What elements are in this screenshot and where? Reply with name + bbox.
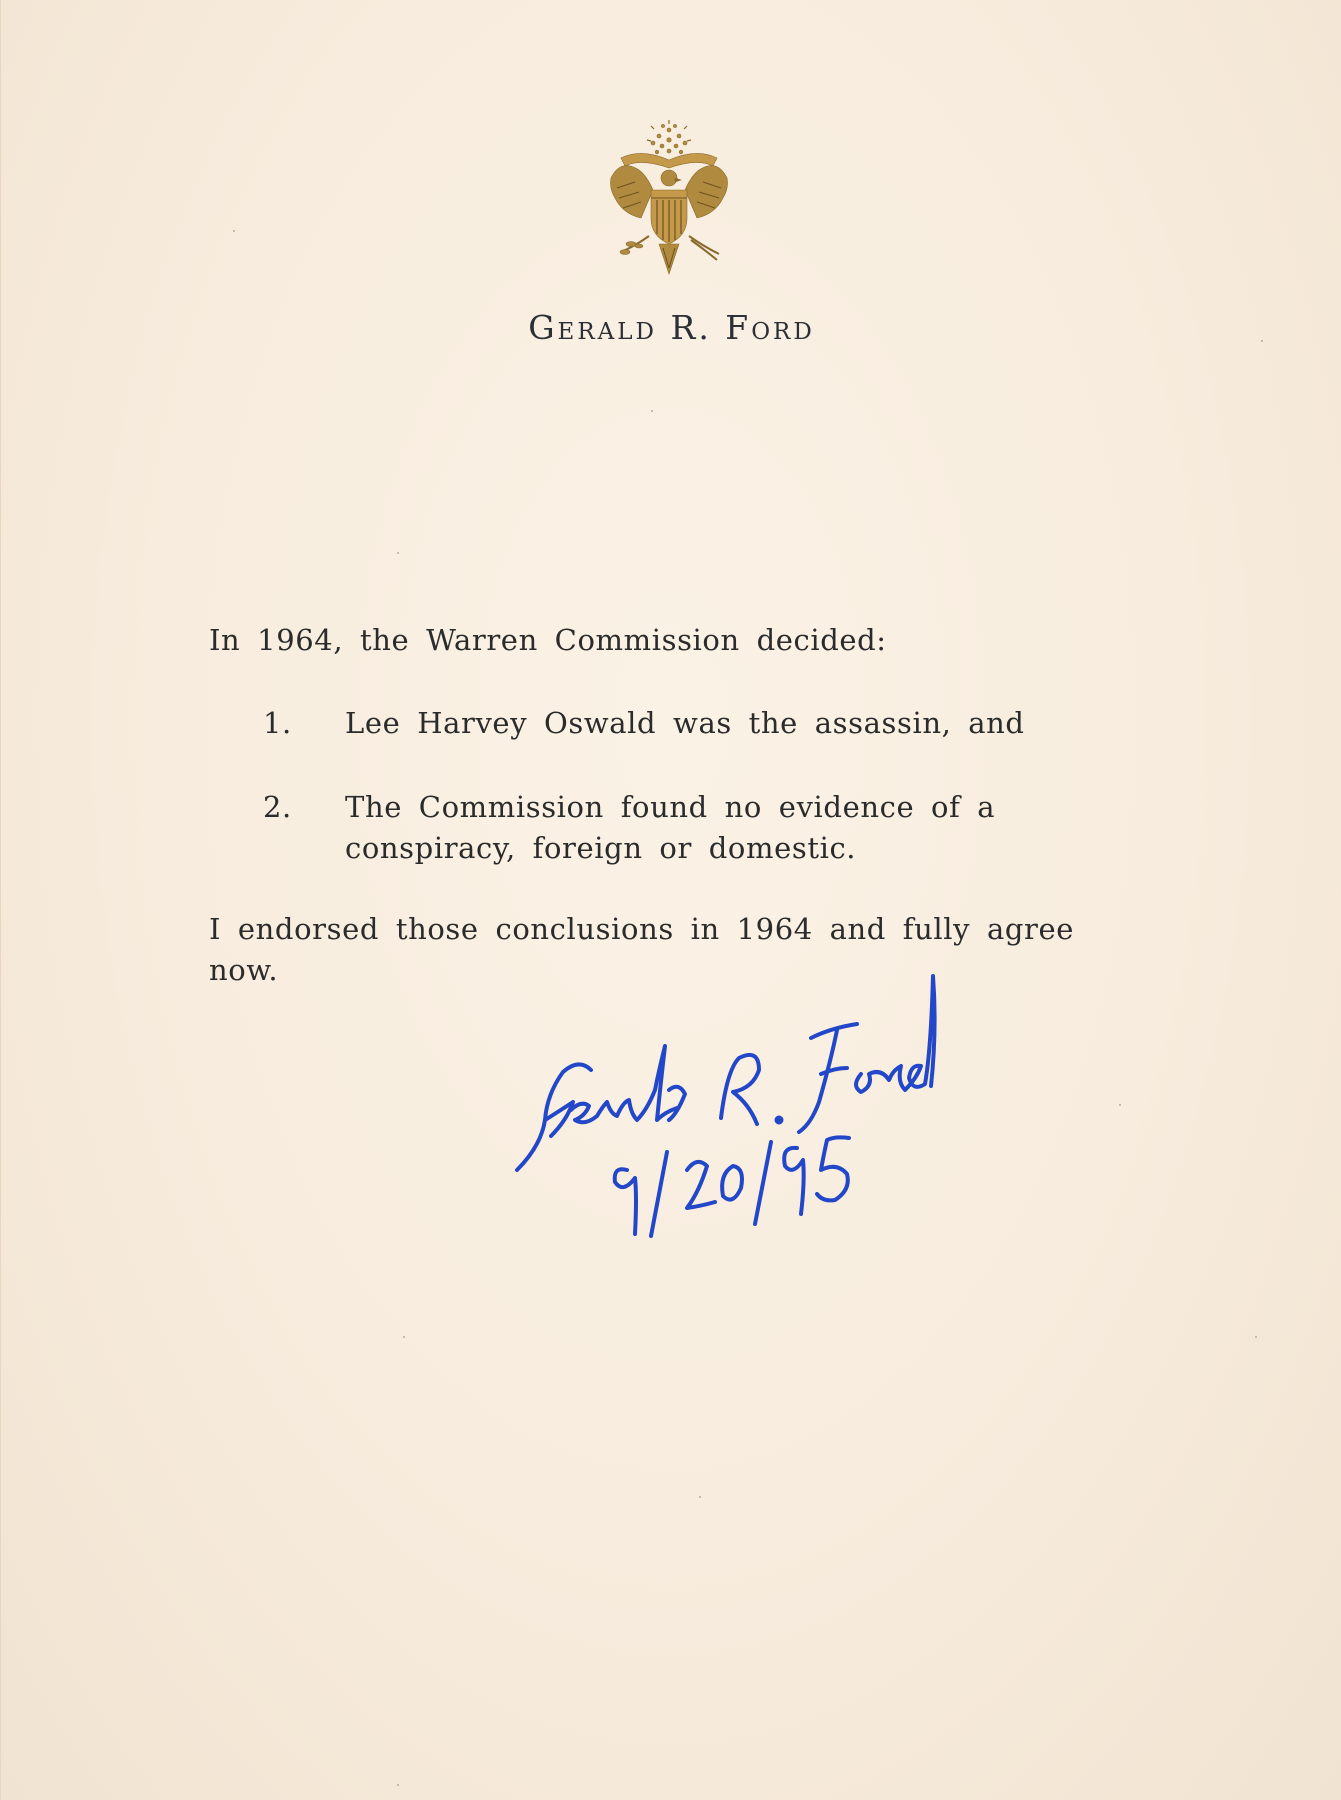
list-item-text: The Commission found no evidence of a conspiracy, foreign or domestic. xyxy=(345,790,996,865)
list-item xyxy=(263,703,1065,744)
paper-speck xyxy=(1255,1336,1257,1338)
handwritten-signature xyxy=(501,970,1021,1250)
paper-speck xyxy=(397,552,399,554)
paper-speck xyxy=(651,410,653,412)
letterhead-name: Gerald R. Ford xyxy=(528,308,815,347)
letter-closing: I endorsed those conclusions in 1964 and fully agree now. xyxy=(209,912,1074,987)
list-item-number: 2. xyxy=(263,790,292,824)
list-item xyxy=(263,787,1065,869)
paper-speck xyxy=(397,1784,399,1786)
paper-speck xyxy=(1119,1104,1121,1106)
list-item-number: 1. xyxy=(263,706,292,740)
presidential-eagle-seal-icon xyxy=(601,118,737,288)
list-item-text: Lee Harvey Oswald was the assassin, and xyxy=(345,706,1025,740)
paper-speck xyxy=(403,1336,405,1338)
paper-speck xyxy=(233,230,235,232)
paper-speck xyxy=(1261,340,1263,342)
letter-intro: In 1964, the Warren Commission decided: xyxy=(209,623,887,657)
paper-speck xyxy=(699,1496,701,1498)
